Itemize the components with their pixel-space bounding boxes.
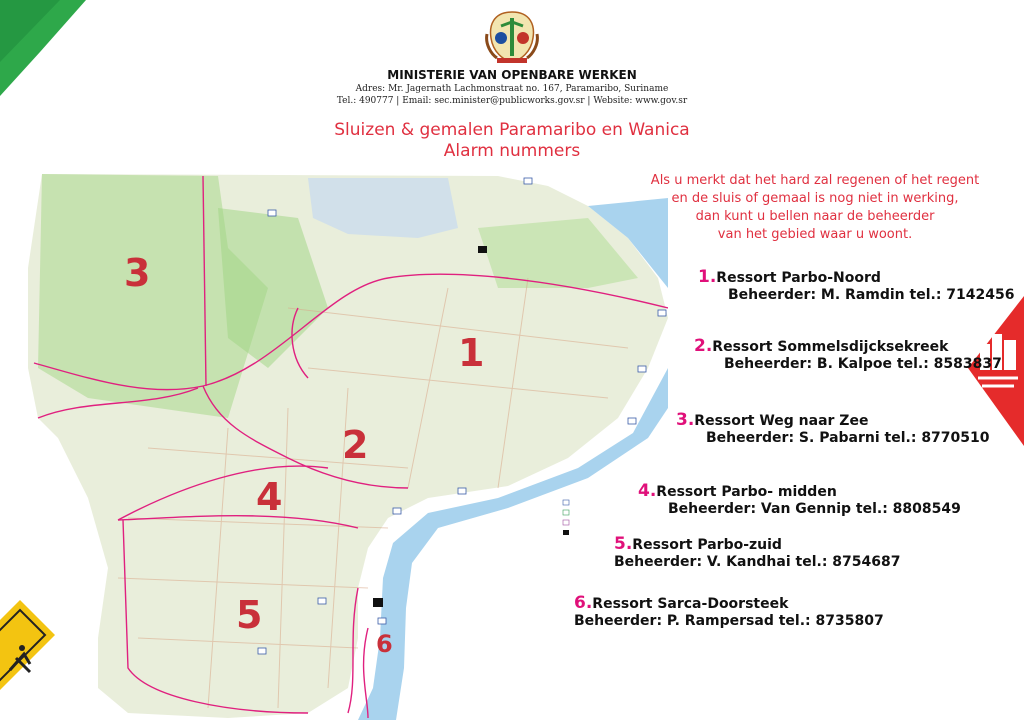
ministry-title: MINISTERIE VAN OPENBARE WERKEN [387,68,637,82]
district-label-4: 4 [256,475,283,519]
region-number: 2. [694,336,713,356]
intro-line: van het gebied waar u woont. [717,227,913,242]
region-5 [614,534,900,570]
region-manager: Beheerder: P. Rampersad tel.: 8735807 [574,613,884,629]
district-map [28,168,668,720]
region-2 [694,336,1002,372]
coat-of-arms-logo [483,8,541,64]
region-manager: Beheerder: B. Kalpoe tel.: 8583837 [724,356,1002,372]
region-3 [676,410,990,446]
district-label-6: 6 [376,630,393,658]
region-4 [638,481,961,517]
intro-line: en de sluis of gemaal is nog niet in werking, [671,191,959,206]
region-6 [574,593,884,629]
region-name: Ressort Parbo-Noord [716,270,881,286]
region-number: 1. [698,267,717,287]
region-name: Ressort Parbo-zuid [632,537,782,553]
district-label-1: 1 [458,331,485,375]
region-number: 3. [676,410,695,430]
ministry-contact: Tel.: 490777 | Email: sec.minister@publicworks.gov.sr | Website: www.gov.sr [336,96,688,106]
page-title: Sluizen & gemalen Paramaribo en Wanica [334,120,690,140]
region-name: Ressort Parbo- midden [656,484,837,500]
map-legend [562,498,598,544]
district-label-2: 2 [342,423,369,467]
page-subtitle: Alarm nummers [443,141,581,161]
region-name: Ressort Weg naar Zee [694,413,869,429]
region-number: 6. [574,593,593,613]
region-1 [698,267,1015,303]
intro-line: dan kunt u bellen naar de beheerder [695,209,935,224]
region-name: Ressort Sommelsdijcksekreek [712,339,949,355]
district-label-5: 5 [236,593,263,637]
region-number: 4. [638,481,657,501]
intro-line: Als u merkt dat het hard zal regenen of het regent [650,173,980,188]
region-number: 5. [614,534,633,554]
region-manager: Beheerder: Van Gennip tel.: 8808549 [668,501,961,517]
region-manager: Beheerder: M. Ramdin tel.: 7142456 [728,287,1015,303]
region-name: Ressort Sarca-Doorsteek [592,596,789,612]
region-manager: Beheerder: V. Kandhai tel.: 8754687 [614,554,901,570]
region-manager: Beheerder: S. Pabarni tel.: 8770510 [706,430,990,446]
ministry-address: Adres: Mr. Jagernath Lachmonstraat no. 167, Paramaribo, Suriname [355,84,669,94]
district-label-3: 3 [124,251,151,295]
